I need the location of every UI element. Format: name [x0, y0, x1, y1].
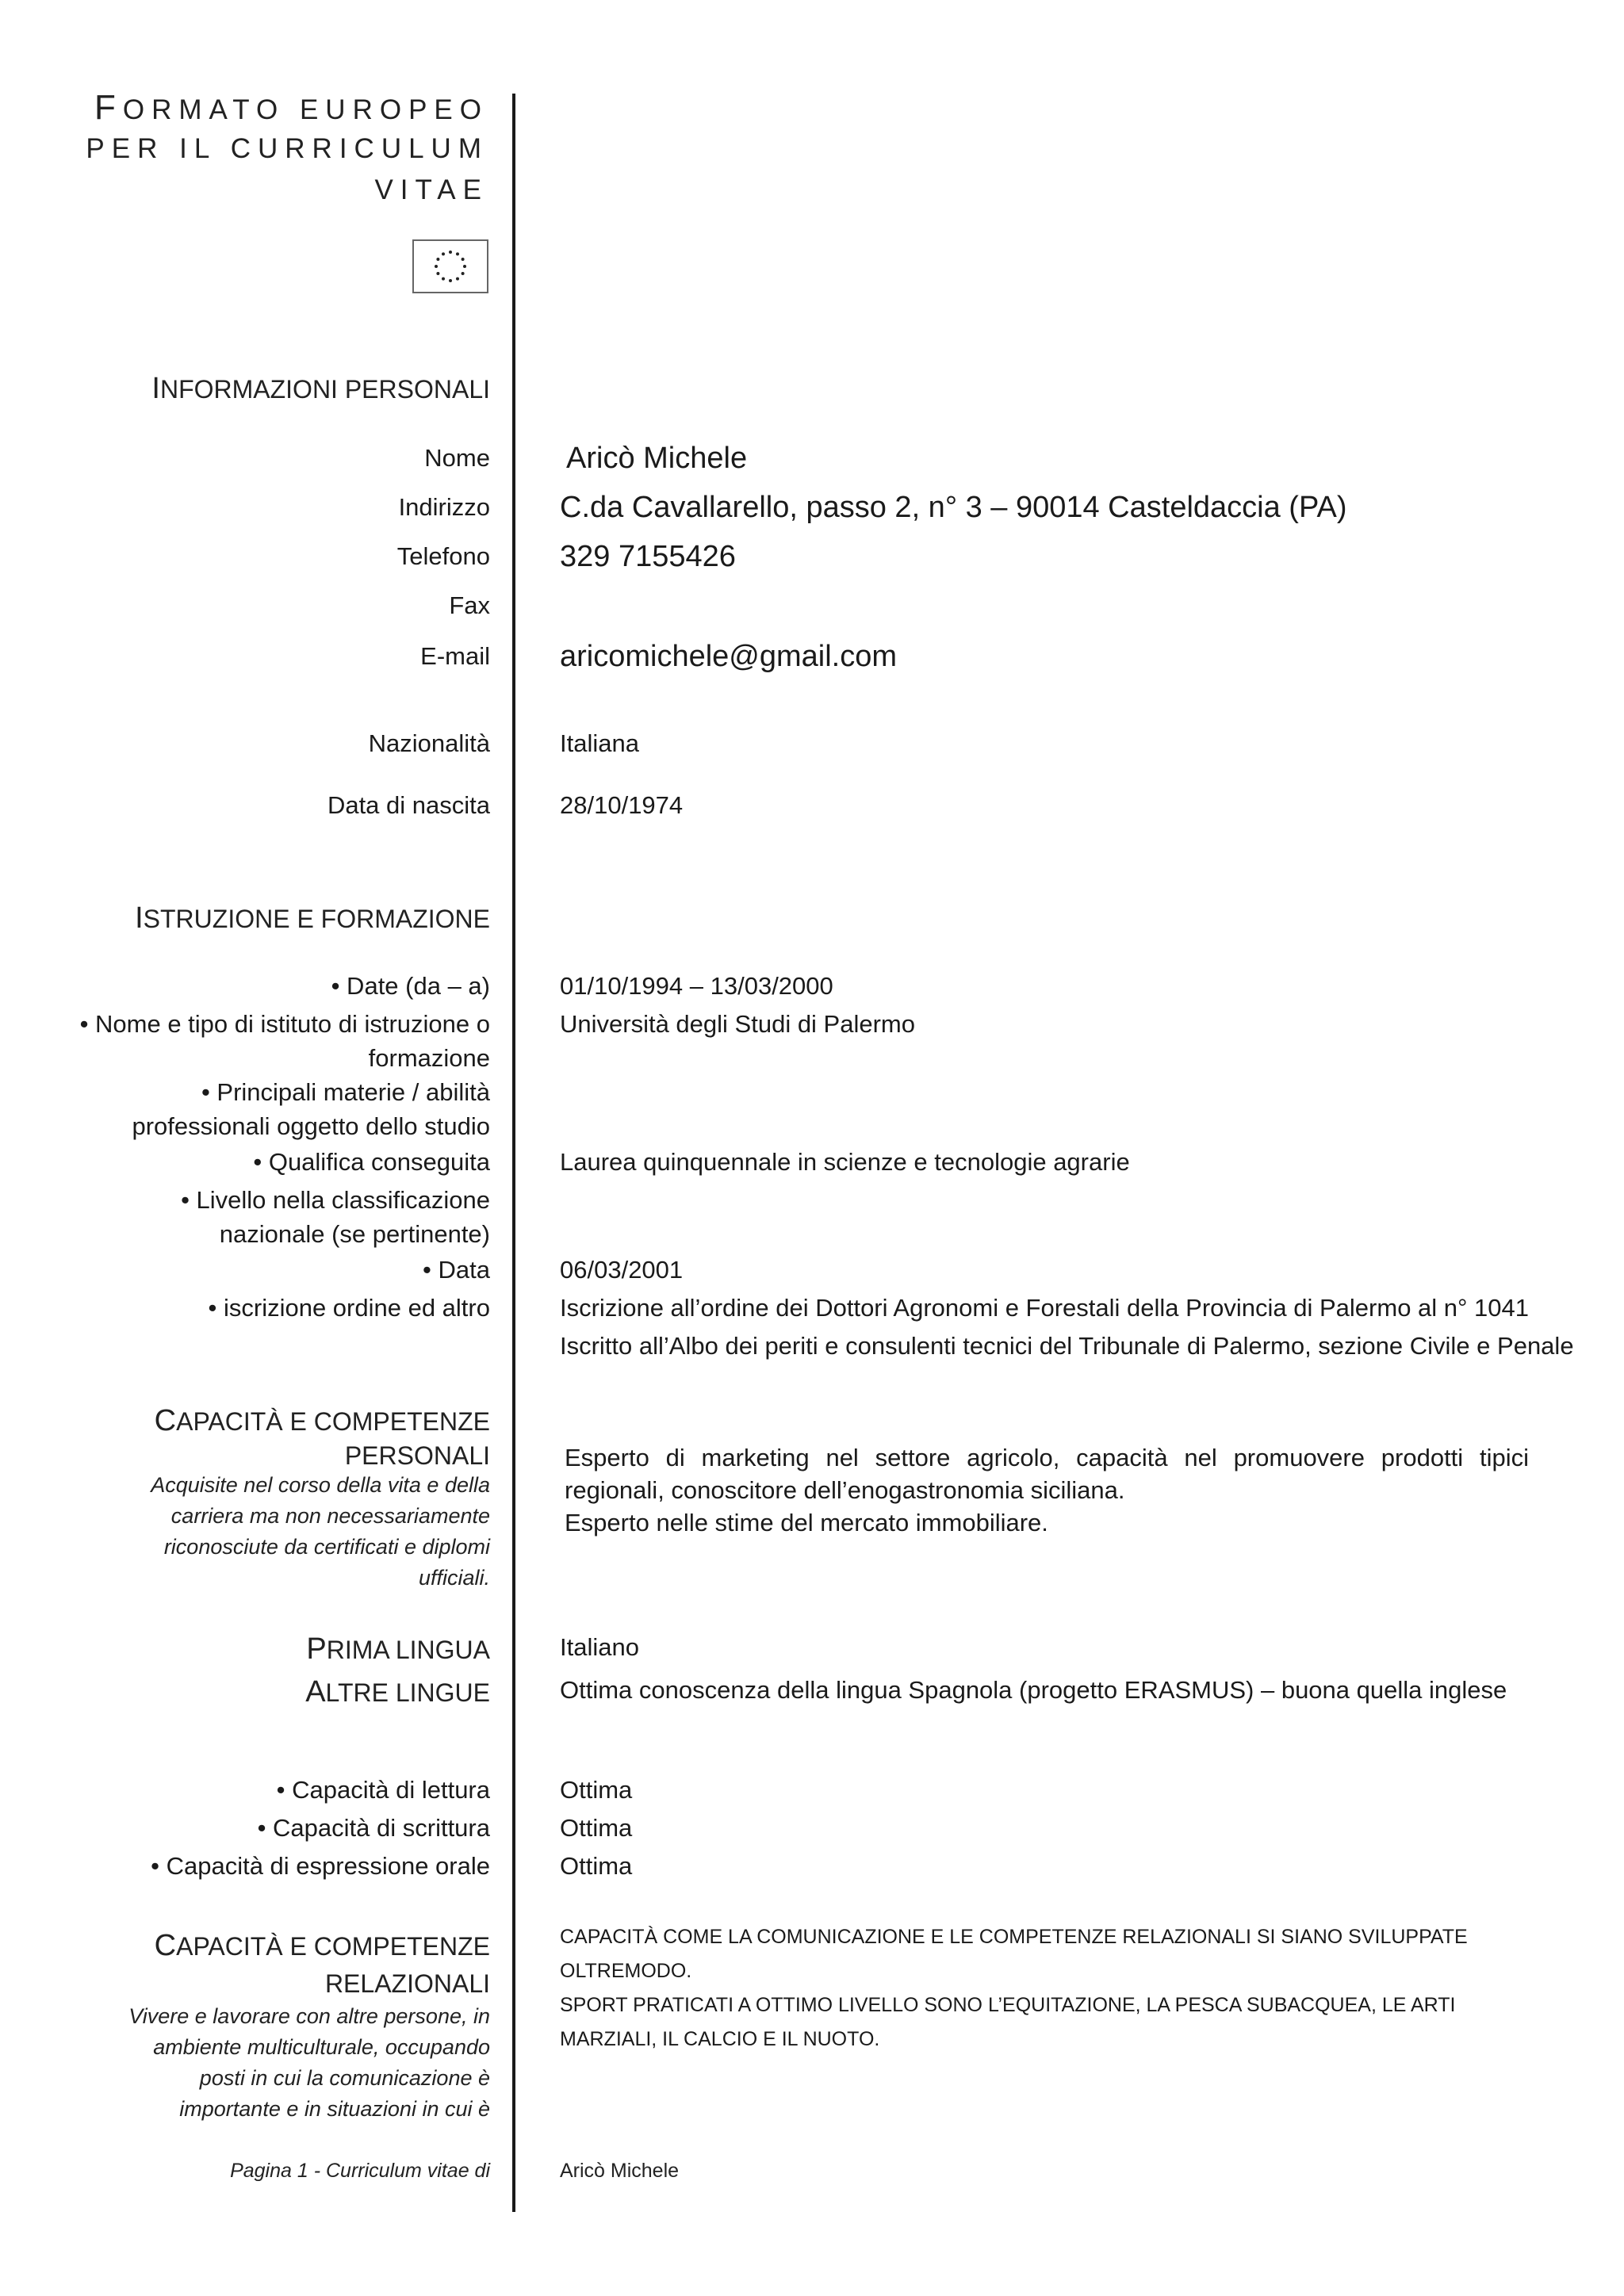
- personal-skills-text: [565, 1441, 1529, 1539]
- value-nome: Aricò Michele: [566, 442, 748, 475]
- value-lettura: Ottima: [560, 1776, 633, 1804]
- label-altre-lingue: ALTRE LINGUE: [305, 1675, 490, 1709]
- document-title-line2: PER IL CURRICULUM: [86, 133, 488, 164]
- value-istituto: Università degli Studi di Palermo: [560, 1010, 915, 1038]
- label-date: • Date (da – a): [331, 972, 490, 1000]
- value-nazionalita: Italiana: [560, 729, 639, 757]
- label-nazionalita: Nazionalità: [368, 729, 490, 757]
- personal-skills-description: Acquisite nel corso della vita e della carriera ma non necessariamente riconosciute da certificati e diplomi ufficiali.: [151, 1473, 490, 1590]
- label-iscrizione: • iscrizione ordine ed altro: [208, 1294, 490, 1322]
- document-title-line1: FORMATO EUROPEO: [94, 88, 488, 127]
- label-lettura: • Capacità di lettura: [276, 1776, 490, 1804]
- document-title-line3: VITAE: [374, 174, 488, 205]
- label-scrittura: • Capacità di scrittura: [257, 1814, 490, 1842]
- value-data-nascita: 28/10/1974: [560, 791, 684, 819]
- section-personal-info: INFORMAZIONI PERSONALI: [151, 372, 490, 405]
- value-altre-lingue: Ottima conoscenza della lingua Spagnola (progetto ERASMUS) – buona quella inglese: [560, 1676, 1507, 1704]
- relational-skills-line2: SPORT PRATICATI A OTTIMO LIVELLO SONO L’EQUITAZIONE, LA PESCA SUBACQUEA, LE ARTI MARZIALI, IL CALCIO E IL NUOTO.: [560, 1994, 1456, 2050]
- footer-name: Aricò Michele: [560, 2160, 680, 2182]
- value-qualifica: Laurea quinquennale in scienze e tecnologie agrarie: [560, 1148, 1130, 1176]
- value-prima-lingua: Italiano: [560, 1633, 639, 1661]
- section-personal-skills-title: CAPACITÀ E COMPETENZE: [154, 1404, 490, 1437]
- value-indirizzo: C.da Cavallarello, passo 2, n° 3 – 90014 Casteldaccia (PA): [560, 491, 1347, 524]
- label-email: E-mail: [420, 642, 490, 670]
- value-email: aricomichele@gmail.com: [560, 640, 898, 673]
- personal-skills-line2: Esperto nelle stime del mercato immobiliare.: [565, 1509, 1048, 1536]
- value-iscrizione-albo: Iscritto all’Albo dei periti e consulenti tecnici del Tribunale di Palermo, sezione Civile e Penale: [560, 1332, 1574, 1360]
- label-livello: • Livello nella classificazione nazionale (se pertinente): [181, 1186, 490, 1248]
- label-fax: Fax: [449, 591, 490, 619]
- value-date: 01/10/1994 – 13/03/2000: [560, 972, 833, 1000]
- value-data: 06/03/2001: [560, 1256, 684, 1284]
- label-telefono: Telefono: [396, 542, 490, 570]
- label-indirizzo: Indirizzo: [398, 493, 490, 521]
- relational-skills-line1: CAPACITÀ COME LA COMUNICAZIONE E LE COMPETENZE RELAZIONALI SI SIANO SVILUPPATE OLTREMODO.: [560, 1926, 1468, 1982]
- label-data: • Data: [423, 1256, 490, 1284]
- label-data-nascita: Data di nascita: [327, 791, 490, 819]
- vertical-divider: [512, 94, 515, 2212]
- section-relational-skills-title-line2: RELAZIONALI: [324, 1969, 490, 1998]
- value-telefono: 329 7155426: [560, 540, 736, 573]
- label-istituto: • Nome e tipo di istituto di istruzione o formazione: [79, 1010, 490, 1072]
- section-personal-skills-title-line2: PERSONALI: [344, 1441, 490, 1470]
- label-espressione-orale: • Capacità di espressione orale: [151, 1852, 490, 1880]
- section-education: ISTRUZIONE E FORMAZIONE: [135, 901, 490, 935]
- label-prima-lingua: PRIMA LINGUA: [306, 1632, 490, 1666]
- footer-page-label: Pagina 1 - Curriculum vitae di: [230, 2160, 490, 2182]
- relational-skills-text: [560, 1920, 1527, 2057]
- relational-skills-description: Vivere e lavorare con altre persone, in ambiente multiculturale, occupando posti in cui la comunicazione è importante e in situazioni in cui è: [128, 2004, 490, 2121]
- section-relational-skills-title: CAPACITÀ E COMPETENZE: [154, 1929, 490, 1962]
- label-qualifica: • Qualifica conseguita: [253, 1148, 490, 1176]
- label-nome: Nome: [424, 444, 490, 472]
- personal-skills-line1: Esperto di marketing nel settore agricolo, capacità nel promuovere prodotti tipici regionali, conoscitore dell’enogastronomia siciliana.: [565, 1444, 1529, 1504]
- value-iscrizione-ordine: Iscrizione all’ordine dei Dottori Agronomi e Forestali della Provincia di Palermo al n° 1041: [560, 1294, 1530, 1322]
- label-materie: • Principali materie / abilità professionali oggetto dello studio: [132, 1078, 490, 1140]
- value-scrittura: Ottima: [560, 1814, 633, 1842]
- value-espressione-orale: Ottima: [560, 1852, 633, 1880]
- eu-flag-icon: [412, 239, 488, 293]
